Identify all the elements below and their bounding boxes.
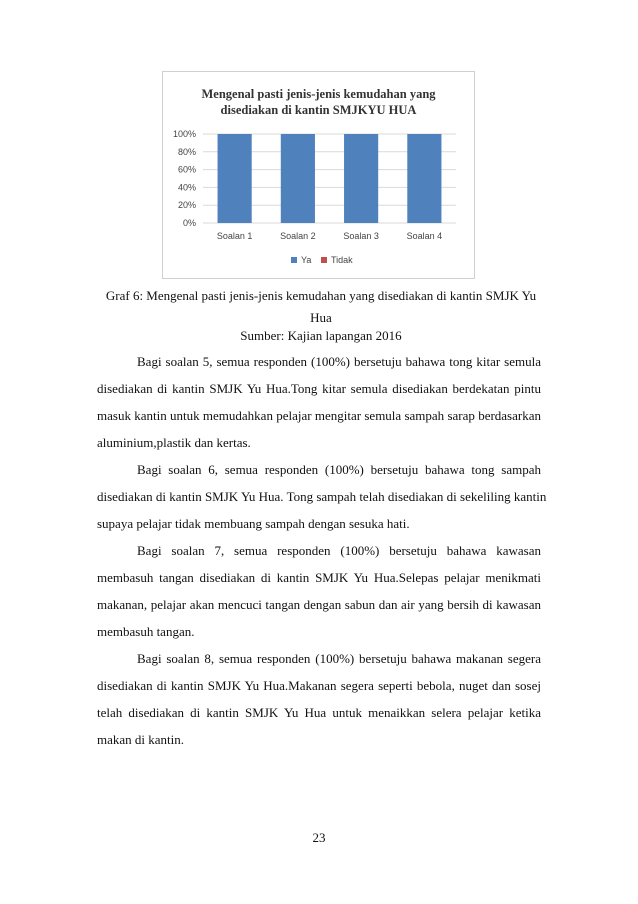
figure-caption: [96, 287, 546, 327]
y-tick-label: 20%: [177, 200, 196, 211]
bar-ya: [218, 134, 252, 223]
paragraph-line: disediakan di kantin SMJK Yu Hua. Tong sampah telah disediakan di sekeliling kantin: [97, 489, 547, 504]
x-tick-label: Soalan 2: [280, 231, 316, 241]
chart-container: [162, 71, 475, 279]
paragraph-line: supaya pelajar tidak membuang sampah dengan sesuka hati.: [97, 516, 410, 531]
chart-title-line-1: Mengenal pasti jenis-jenis kemudahan yang: [201, 87, 436, 101]
paragraph-line: disediakan di kantin SMJK Yu Hua.Makanan segera seperti bebola, nuget dan sosej: [97, 678, 541, 693]
paragraph-line: Bagi soalan 8, semua responden (100%) bersetuju bahawa makanan segera: [137, 651, 541, 666]
x-tick-label: Soalan 3: [343, 231, 379, 241]
chart-title-line-2: disediakan di kantin SMJKYU HUA: [220, 103, 417, 117]
paragraph-line: telah disediakan di kantin SMJK Yu Hua untuk menaikkan selera pelajar ketika: [97, 705, 541, 720]
paragraph-line: Bagi soalan 5, semua responden (100%) bersetuju bahawa tong kitar semula: [137, 354, 541, 369]
x-tick-label: Soalan 1: [216, 231, 253, 241]
paragraph-line: Bagi soalan 7, semua responden (100%) bersetuju bahawa kawasan: [137, 543, 541, 558]
paragraph-line: masuk kantin untuk memudahkan pelajar mengitar semula sampah sarap berdasarkan: [97, 408, 541, 423]
bar-ya: [281, 134, 315, 223]
y-tick-label: 100%: [172, 129, 196, 139]
paragraph-line: makan di kantin.: [97, 732, 185, 747]
caption-line-1: Graf 6: Mengenal pasti jenis-jenis kemudahan yang disediakan di kantin SMJK Yu: [105, 288, 537, 303]
legend-label: Tidak: [331, 255, 353, 265]
paragraph-line: membasuh tangan.: [97, 624, 195, 639]
paragraph-soalan-5: [97, 348, 541, 456]
y-tick-label: 80%: [177, 146, 196, 157]
paragraph-line: Bagi soalan 6, semua responden (100%) bersetuju bahawa tong sampah: [137, 462, 541, 477]
bar-ya: [407, 134, 441, 223]
y-tick-label: 0%: [182, 218, 196, 228]
legend-swatch: [291, 257, 297, 263]
x-tick-label: Soalan 4: [406, 231, 443, 241]
paragraph-soalan-7: [97, 537, 541, 645]
paragraph-line: disediakan di kantin SMJK Yu Hua.Tong kitar semula disediakan berdekatan pintu: [97, 381, 541, 396]
y-tick-label: 60%: [177, 164, 196, 175]
bar-ya: [344, 134, 378, 223]
bar-chart: [163, 72, 474, 278]
paragraph-line: makanan, pelajar akan mencuci tangan dengan sabun dan air yang bersih di kawasan: [97, 597, 541, 612]
paragraph-line: aluminium,plastik dan kertas.: [97, 435, 251, 450]
caption-line-2: Hua: [310, 310, 332, 325]
y-tick-label: 40%: [177, 182, 196, 193]
legend-swatch: [321, 257, 327, 263]
page-number: 23: [312, 830, 326, 845]
paragraph-soalan-8: [97, 645, 541, 753]
legend-label: Ya: [301, 255, 312, 265]
paragraph-soalan-6: [97, 456, 547, 537]
figure-source: Sumber: Kajian lapangan 2016: [240, 328, 402, 343]
paragraph-line: membasuh tangan disediakan di kantin SMJK Yu Hua.Selepas pelajar menikmati: [97, 570, 541, 585]
